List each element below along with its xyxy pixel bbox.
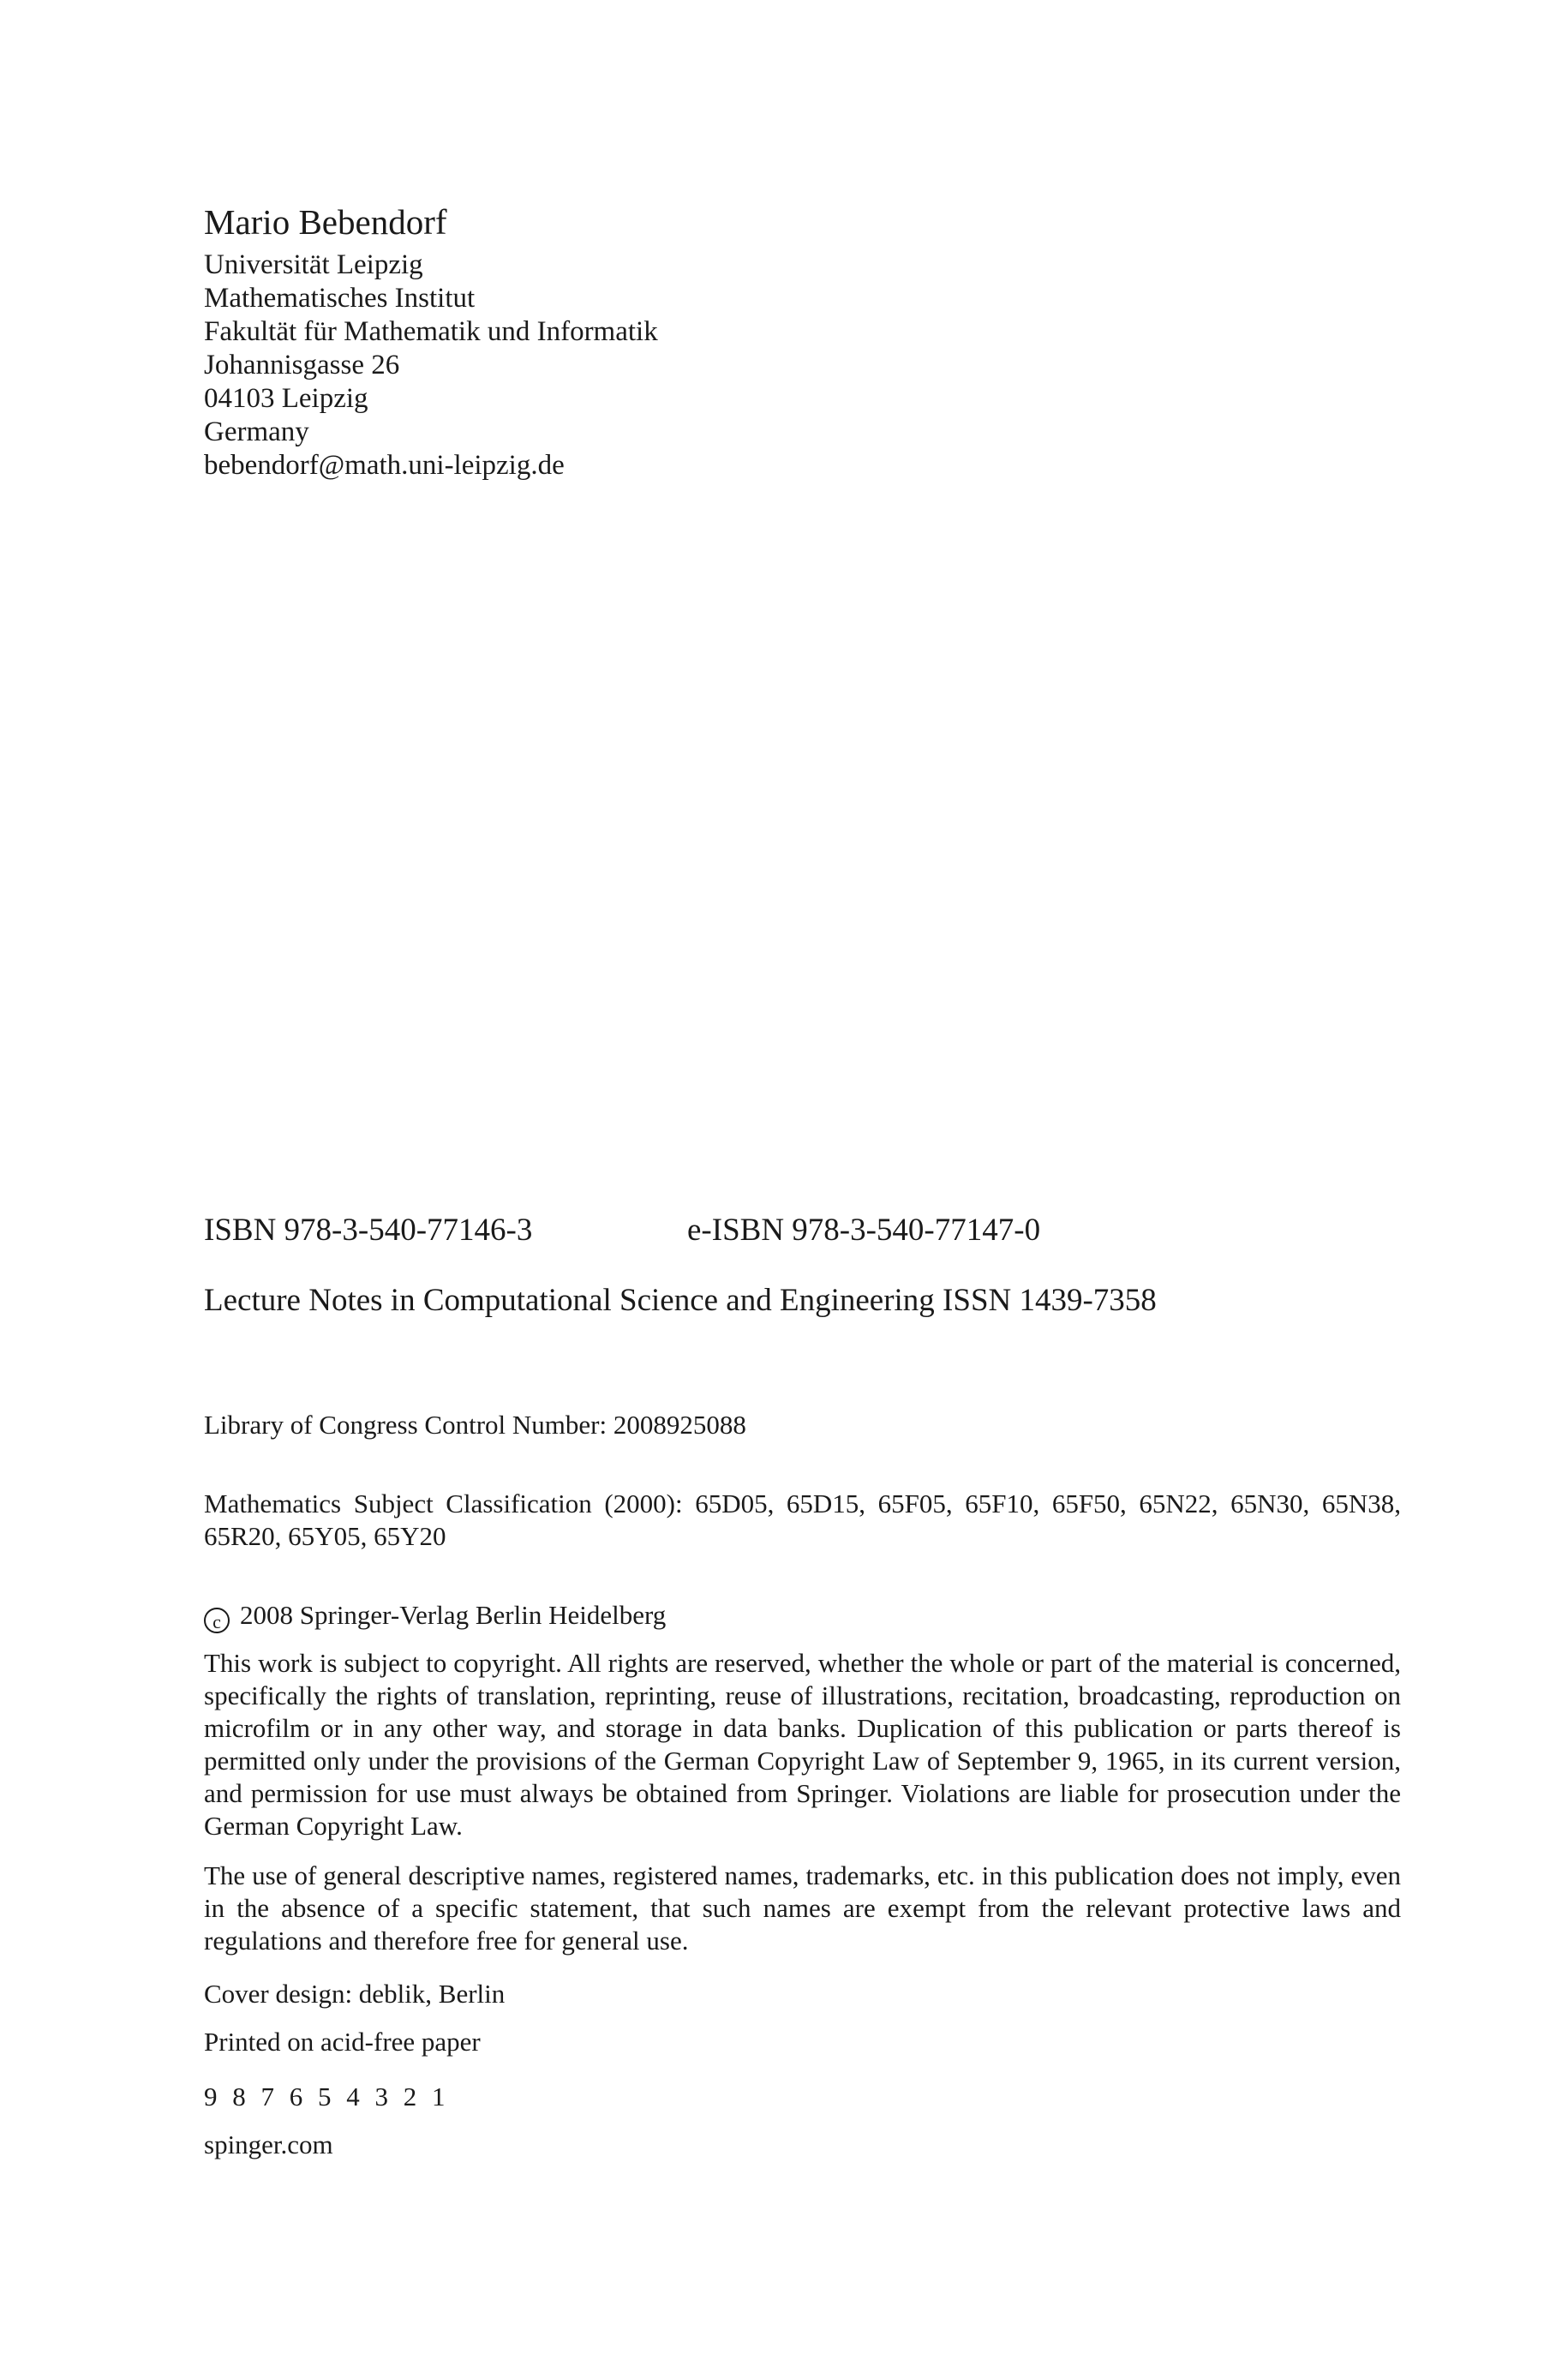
cover-design-credit: Cover design: deblik, Berlin xyxy=(204,1979,506,2009)
isbn-row xyxy=(204,1210,1403,1251)
address-line-street: Johannisgasse 26 xyxy=(204,350,400,380)
address-line-university: Universität Leipzig xyxy=(204,249,423,280)
series-issn: Lecture Notes in Computational Science and Engineering ISSN 1439-7358 xyxy=(204,1283,1157,1318)
subject-classification: Mathematics Subject Classification (2000): 65D05, 65D15, 65F05, 65F10, 65F50, 65N22, 65N30, 65N38, 65R20, 65Y05, 65Y20 xyxy=(204,1488,1401,1551)
address-line-faculty: Fakultät für Mathematik und Informatik xyxy=(204,316,658,347)
lccn: Library of Congress Control Number: 2008925088 xyxy=(204,1410,746,1440)
address-line-country: Germany xyxy=(204,416,309,447)
electronic-isbn: e-ISBN 978-3-540-77147-0 xyxy=(687,1213,1041,1248)
author-name: Mario Bebendorf xyxy=(204,202,447,242)
trademark-notice-paragraph: The use of general descriptive names, registered names, trademarks, etc. in this publication does not imply, even in the absence of a specific statement, that such names are exempt from the relevant protective laws and regulations and therefore free for general use. xyxy=(204,1860,1401,1956)
copyright-line xyxy=(204,1599,1401,1633)
address-line-institute: Mathematisches Institut xyxy=(204,283,476,314)
copyright-notice-paragraph: This work is subject to copyright. All rights are reserved, whether the whole or part of the material is concerned, specifically the rights of translation, reprinting, reuse of illustrations, recitation, broadcasting, reproduction on microfilm or in any other way, and storage in data banks. Duplication of this publication or parts thereof is permitted only under the provisions of the German Copyright Law of September 9, 1965, in its current version, and permission for use must always be obtained from Springer. Violations are liable for prosecution under the German Copyright Law. xyxy=(204,1648,1401,1841)
paper-note: Printed on acid-free paper xyxy=(204,2027,481,2057)
publisher-website: spinger.com xyxy=(204,2129,333,2159)
address-line-city: 04103 Leipzig xyxy=(204,383,368,414)
author-email: bebendorf@math.uni-leipzig.de xyxy=(204,450,565,481)
print-line: 9 8 7 6 5 4 3 2 1 xyxy=(204,2081,446,2111)
author-block xyxy=(204,199,1403,482)
print-isbn: ISBN 978-3-540-77146-3 xyxy=(204,1213,533,1248)
copyright-holder: 2008 Springer-Verlag Berlin Heidelberg xyxy=(240,1600,667,1630)
copyright-icon: c xyxy=(204,1608,230,1633)
